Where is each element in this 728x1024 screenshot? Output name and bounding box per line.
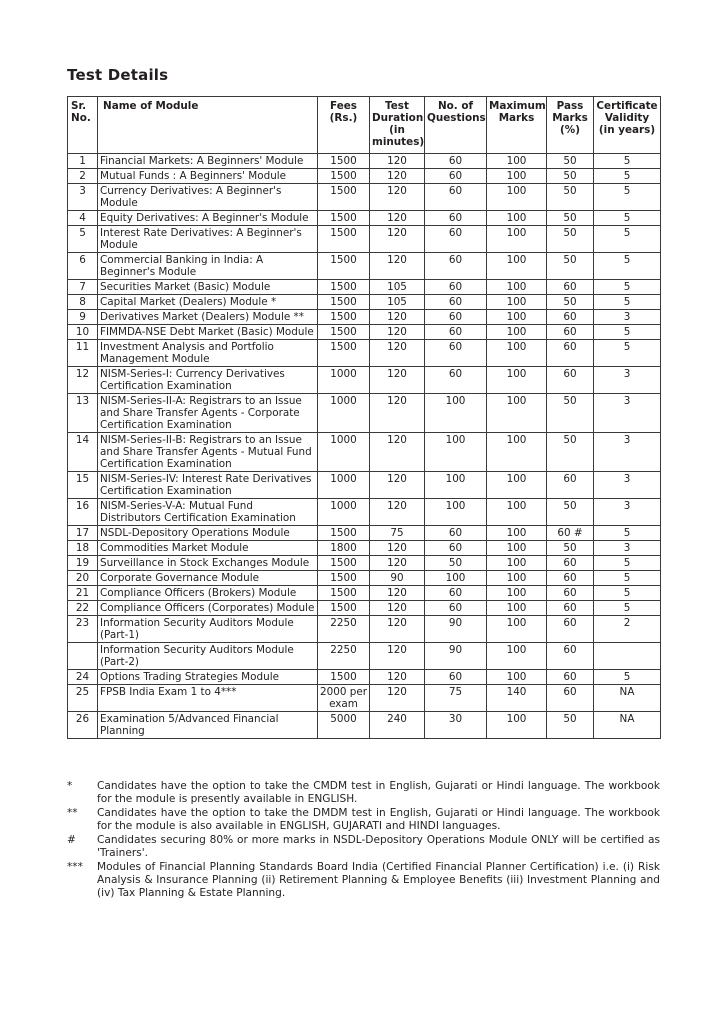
cell-sr-no: [68, 643, 98, 670]
cell-pass-marks: 60: [547, 310, 594, 325]
cell-sr-no: 12: [68, 367, 98, 394]
cell-max-marks: 100: [487, 526, 547, 541]
cell-cert-validity: 3: [594, 541, 661, 556]
cell-max-marks: 100: [487, 556, 547, 571]
cell-max-marks: 100: [487, 340, 547, 367]
cell-sr-no: 20: [68, 571, 98, 586]
cell-max-marks: 140: [487, 685, 547, 712]
cell-fees: 1500: [318, 280, 370, 295]
cell-sr-no: 5: [68, 226, 98, 253]
cell-pass-marks: 50: [547, 394, 594, 433]
cell-cert-validity: 5: [594, 253, 661, 280]
header-sr-no: Sr. No.: [68, 97, 98, 154]
cell-fees: 1500: [318, 295, 370, 310]
table-row: [68, 394, 661, 433]
cell-cert-validity: 5: [594, 340, 661, 367]
cell-sr-no: 24: [68, 670, 98, 685]
cell-pass-marks: 60: [547, 556, 594, 571]
cell-questions: 60: [425, 340, 487, 367]
cell-questions: 60: [425, 325, 487, 340]
footnote-text: Modules of Financial Planning Standards Board India (Certified Financial Planner Certification) i.e. (i) Risk Analysis & Insurance Planning (ii) Retirement Planning & Employee Benefits (iii) Investment Planning and (iv) Tax Planning & Estate Planning.: [97, 861, 660, 899]
cell-cert-validity: 3: [594, 472, 661, 499]
cell-max-marks: 100: [487, 541, 547, 556]
cell-sr-no: 6: [68, 253, 98, 280]
cell-cert-validity: NA: [594, 685, 661, 712]
footnote-text: Candidates have the option to take the DMDM test in English, Gujarati or Hindi language. The workbook for the module is also available in ENGLISH, GUJARATI and HINDI languages.: [97, 807, 660, 832]
cell-fees: 5000: [318, 712, 370, 739]
cell-duration: 120: [370, 184, 425, 211]
cell-pass-marks: 50: [547, 184, 594, 211]
cell-questions: 60: [425, 169, 487, 184]
cell-pass-marks: 60: [547, 616, 594, 643]
cell-fees: 1500: [318, 340, 370, 367]
cell-sr-no: 3: [68, 184, 98, 211]
cell-cert-validity: 5: [594, 526, 661, 541]
cell-questions: 90: [425, 643, 487, 670]
cell-module-name: FPSB India Exam 1 to 4***: [98, 685, 318, 712]
table-row: [68, 541, 661, 556]
footnote: [67, 834, 660, 860]
cell-questions: 60: [425, 670, 487, 685]
cell-questions: 60: [425, 367, 487, 394]
cell-questions: 30: [425, 712, 487, 739]
cell-fees: 1500: [318, 226, 370, 253]
footnotes: [67, 780, 660, 901]
cell-questions: 60: [425, 280, 487, 295]
cell-fees: 1000: [318, 499, 370, 526]
cell-module-name: Surveillance in Stock Exchanges Module: [98, 556, 318, 571]
cell-duration: 120: [370, 499, 425, 526]
cell-questions: 60: [425, 226, 487, 253]
cell-max-marks: 100: [487, 601, 547, 616]
cell-questions: 60: [425, 184, 487, 211]
cell-questions: 60: [425, 211, 487, 226]
cell-max-marks: 100: [487, 616, 547, 643]
footnote-mark: ***: [67, 861, 83, 873]
cell-max-marks: 100: [487, 712, 547, 739]
cell-duration: 75: [370, 526, 425, 541]
cell-sr-no: 9: [68, 310, 98, 325]
cell-sr-no: 16: [68, 499, 98, 526]
cell-pass-marks: 60: [547, 643, 594, 670]
cell-sr-no: 15: [68, 472, 98, 499]
header-questions: No. of Questions: [425, 97, 487, 154]
cell-questions: 100: [425, 499, 487, 526]
cell-pass-marks: 60: [547, 670, 594, 685]
cell-duration: 120: [370, 325, 425, 340]
cell-cert-validity: 3: [594, 394, 661, 433]
table-row: [68, 325, 661, 340]
table-row: [68, 340, 661, 367]
cell-questions: 100: [425, 571, 487, 586]
cell-duration: 105: [370, 295, 425, 310]
cell-max-marks: 100: [487, 586, 547, 601]
cell-cert-validity: 5: [594, 154, 661, 169]
cell-cert-validity: NA: [594, 712, 661, 739]
table-row: [68, 310, 661, 325]
cell-fees: 1500: [318, 169, 370, 184]
cell-pass-marks: 50: [547, 295, 594, 310]
cell-module-name: Mutual Funds : A Beginners' Module: [98, 169, 318, 184]
cell-duration: 240: [370, 712, 425, 739]
cell-max-marks: 100: [487, 433, 547, 472]
table-row: [68, 169, 661, 184]
cell-max-marks: 100: [487, 310, 547, 325]
table-row: [68, 571, 661, 586]
cell-pass-marks: 60: [547, 280, 594, 295]
cell-sr-no: 2: [68, 169, 98, 184]
cell-duration: 120: [370, 340, 425, 367]
cell-pass-marks: 60: [547, 340, 594, 367]
cell-pass-marks: 50: [547, 433, 594, 472]
cell-questions: 60: [425, 526, 487, 541]
cell-pass-marks: 50: [547, 211, 594, 226]
cell-max-marks: 100: [487, 325, 547, 340]
cell-module-name: NISM-Series-II-B: Registrars to an Issue and Share Transfer Agents - Mutual Fund Certification Examination: [98, 433, 318, 472]
table-row: [68, 685, 661, 712]
cell-fees: 1500: [318, 601, 370, 616]
header-fees: Fees (Rs.): [318, 97, 370, 154]
cell-cert-validity: 5: [594, 211, 661, 226]
cell-cert-validity: 3: [594, 310, 661, 325]
cell-duration: 105: [370, 280, 425, 295]
cell-max-marks: 100: [487, 253, 547, 280]
cell-duration: 120: [370, 586, 425, 601]
cell-questions: 90: [425, 616, 487, 643]
cell-duration: 120: [370, 394, 425, 433]
cell-duration: 120: [370, 367, 425, 394]
cell-cert-validity: 2: [594, 616, 661, 643]
cell-fees: 1500: [318, 211, 370, 226]
cell-cert-validity: 5: [594, 556, 661, 571]
cell-fees: 1500: [318, 253, 370, 280]
cell-cert-validity: [594, 643, 661, 670]
table-row: [68, 226, 661, 253]
cell-max-marks: 100: [487, 154, 547, 169]
cell-pass-marks: 50: [547, 253, 594, 280]
cell-cert-validity: 5: [594, 184, 661, 211]
table-row: [68, 526, 661, 541]
cell-pass-marks: 60 #: [547, 526, 594, 541]
table-row: [68, 295, 661, 310]
cell-module-name: Examination 5/Advanced Financial Planning: [98, 712, 318, 739]
cell-pass-marks: 50: [547, 712, 594, 739]
cell-cert-validity: 5: [594, 280, 661, 295]
cell-pass-marks: 60: [547, 586, 594, 601]
cell-questions: 60: [425, 295, 487, 310]
cell-questions: 75: [425, 685, 487, 712]
cell-module-name: Interest Rate Derivatives: A Beginner's Module: [98, 226, 318, 253]
cell-duration: 120: [370, 433, 425, 472]
table-row: [68, 616, 661, 643]
cell-duration: 120: [370, 685, 425, 712]
cell-module-name: Compliance Officers (Corporates) Module: [98, 601, 318, 616]
cell-questions: 60: [425, 310, 487, 325]
cell-fees: 1500: [318, 310, 370, 325]
cell-sr-no: 11: [68, 340, 98, 367]
cell-max-marks: 100: [487, 472, 547, 499]
cell-fees: 2000 per exam: [318, 685, 370, 712]
cell-module-name: Corporate Governance Module: [98, 571, 318, 586]
cell-duration: 120: [370, 472, 425, 499]
cell-module-name: Derivatives Market (Dealers) Module **: [98, 310, 318, 325]
cell-module-name: NISM-Series-V-A: Mutual Fund Distributors Certification Examination: [98, 499, 318, 526]
footnote-mark: **: [67, 807, 78, 819]
cell-cert-validity: 3: [594, 367, 661, 394]
cell-sr-no: 1: [68, 154, 98, 169]
cell-sr-no: 19: [68, 556, 98, 571]
footnote: [67, 780, 660, 806]
table-row: [68, 643, 661, 670]
cell-cert-validity: 5: [594, 601, 661, 616]
footnote-mark: *: [67, 780, 73, 792]
cell-pass-marks: 50: [547, 226, 594, 253]
cell-pass-marks: 50: [547, 169, 594, 184]
cell-max-marks: 100: [487, 643, 547, 670]
cell-fees: 1500: [318, 184, 370, 211]
cell-fees: 1000: [318, 433, 370, 472]
cell-module-name: Commercial Banking in India: A Beginner's Module: [98, 253, 318, 280]
table-row: [68, 253, 661, 280]
cell-max-marks: 100: [487, 211, 547, 226]
cell-module-name: NISM-Series-IV: Interest Rate Derivatives Certification Examination: [98, 472, 318, 499]
footnote-text: Candidates have the option to take the CMDM test in English, Gujarati or Hindi language. The workbook for the module is presently available in ENGLISH.: [97, 780, 660, 805]
cell-max-marks: 100: [487, 367, 547, 394]
cell-module-name: NISM-Series-II-A: Registrars to an Issue and Share Transfer Agents - Corporate Certification Examination: [98, 394, 318, 433]
table-row: [68, 712, 661, 739]
cell-pass-marks: 50: [547, 154, 594, 169]
cell-sr-no: 10: [68, 325, 98, 340]
table-row: [68, 556, 661, 571]
cell-cert-validity: 5: [594, 670, 661, 685]
cell-fees: 1500: [318, 526, 370, 541]
cell-sr-no: 26: [68, 712, 98, 739]
cell-max-marks: 100: [487, 571, 547, 586]
cell-fees: 1000: [318, 394, 370, 433]
cell-sr-no: 23: [68, 616, 98, 643]
cell-sr-no: 14: [68, 433, 98, 472]
cell-fees: 1500: [318, 556, 370, 571]
cell-cert-validity: 3: [594, 433, 661, 472]
cell-sr-no: 4: [68, 211, 98, 226]
header-cert-validity: Certificate Validity (in years): [594, 97, 661, 154]
cell-questions: 60: [425, 601, 487, 616]
table-row: [68, 154, 661, 169]
cell-module-name: Compliance Officers (Brokers) Module: [98, 586, 318, 601]
cell-cert-validity: 5: [594, 169, 661, 184]
cell-max-marks: 100: [487, 295, 547, 310]
cell-fees: 1500: [318, 586, 370, 601]
cell-duration: 120: [370, 670, 425, 685]
cell-duration: 120: [370, 601, 425, 616]
page-title: Test Details: [67, 66, 169, 84]
cell-max-marks: 100: [487, 169, 547, 184]
cell-pass-marks: 60: [547, 601, 594, 616]
table-row: [68, 433, 661, 472]
cell-max-marks: 100: [487, 394, 547, 433]
cell-module-name: NSDL-Depository Operations Module: [98, 526, 318, 541]
cell-module-name: Information Security Auditors Module (Part-1): [98, 616, 318, 643]
cell-module-name: Investment Analysis and Portfolio Management Module: [98, 340, 318, 367]
header-duration: Test Duration (in minutes): [370, 97, 425, 154]
cell-sr-no: 25: [68, 685, 98, 712]
cell-duration: 120: [370, 169, 425, 184]
cell-module-name: Financial Markets: A Beginners' Module: [98, 154, 318, 169]
cell-duration: 120: [370, 226, 425, 253]
cell-module-name: FIMMDA-NSE Debt Market (Basic) Module: [98, 325, 318, 340]
cell-sr-no: 18: [68, 541, 98, 556]
cell-questions: 60: [425, 541, 487, 556]
cell-questions: 50: [425, 556, 487, 571]
cell-cert-validity: 5: [594, 571, 661, 586]
cell-duration: 120: [370, 616, 425, 643]
cell-fees: 2250: [318, 643, 370, 670]
cell-sr-no: 8: [68, 295, 98, 310]
table-row: [68, 367, 661, 394]
cell-duration: 120: [370, 643, 425, 670]
footnote-text: Candidates securing 80% or more marks in NSDL-Depository Operations Module ONLY will be certified as 'Trainers'.: [97, 834, 660, 859]
cell-module-name: Equity Derivatives: A Beginner's Module: [98, 211, 318, 226]
cell-duration: 120: [370, 211, 425, 226]
table-row: [68, 499, 661, 526]
cell-cert-validity: 3: [594, 499, 661, 526]
cell-cert-validity: 5: [594, 586, 661, 601]
cell-questions: 100: [425, 472, 487, 499]
cell-pass-marks: 60: [547, 472, 594, 499]
cell-module-name: Options Trading Strategies Module: [98, 670, 318, 685]
cell-sr-no: 13: [68, 394, 98, 433]
cell-module-name: Information Security Auditors Module (Part-2): [98, 643, 318, 670]
table-row: [68, 472, 661, 499]
cell-sr-no: 22: [68, 601, 98, 616]
cell-fees: 1800: [318, 541, 370, 556]
cell-duration: 120: [370, 310, 425, 325]
cell-max-marks: 100: [487, 670, 547, 685]
cell-max-marks: 100: [487, 280, 547, 295]
table-row: [68, 280, 661, 295]
cell-fees: 2250: [318, 616, 370, 643]
cell-questions: 100: [425, 394, 487, 433]
cell-duration: 120: [370, 154, 425, 169]
cell-module-name: Commodities Market Module: [98, 541, 318, 556]
cell-fees: 1000: [318, 367, 370, 394]
cell-pass-marks: 60: [547, 325, 594, 340]
cell-pass-marks: 50: [547, 541, 594, 556]
cell-duration: 120: [370, 253, 425, 280]
cell-fees: 1000: [318, 472, 370, 499]
footnote: [67, 807, 660, 833]
table-row: [68, 211, 661, 226]
cell-module-name: NISM-Series-I: Currency Derivatives Certification Examination: [98, 367, 318, 394]
table-header-row: [68, 97, 661, 154]
cell-fees: 1500: [318, 670, 370, 685]
cell-module-name: Currency Derivatives: A Beginner's Module: [98, 184, 318, 211]
cell-pass-marks: 60: [547, 367, 594, 394]
test-details-table: [67, 96, 661, 739]
cell-sr-no: 7: [68, 280, 98, 295]
cell-max-marks: 100: [487, 184, 547, 211]
table-row: [68, 184, 661, 211]
cell-fees: 1500: [318, 325, 370, 340]
cell-fees: 1500: [318, 154, 370, 169]
cell-sr-no: 17: [68, 526, 98, 541]
cell-cert-validity: 5: [594, 226, 661, 253]
cell-sr-no: 21: [68, 586, 98, 601]
header-module-name: Name of Module: [98, 97, 318, 154]
cell-questions: 100: [425, 433, 487, 472]
cell-questions: 60: [425, 253, 487, 280]
cell-module-name: Securities Market (Basic) Module: [98, 280, 318, 295]
table-row: [68, 670, 661, 685]
cell-questions: 60: [425, 586, 487, 601]
cell-duration: 90: [370, 571, 425, 586]
table-row: [68, 601, 661, 616]
footnote: [67, 861, 660, 900]
cell-max-marks: 100: [487, 226, 547, 253]
cell-cert-validity: 5: [594, 295, 661, 310]
cell-questions: 60: [425, 154, 487, 169]
cell-cert-validity: 5: [594, 325, 661, 340]
cell-pass-marks: 60: [547, 571, 594, 586]
footnote-mark: #: [67, 834, 76, 846]
cell-duration: 120: [370, 556, 425, 571]
cell-pass-marks: 50: [547, 499, 594, 526]
header-max-marks: Maximum Marks: [487, 97, 547, 154]
table-row: [68, 586, 661, 601]
cell-pass-marks: 60: [547, 685, 594, 712]
cell-module-name: Capital Market (Dealers) Module *: [98, 295, 318, 310]
cell-fees: 1500: [318, 571, 370, 586]
cell-max-marks: 100: [487, 499, 547, 526]
cell-duration: 120: [370, 541, 425, 556]
header-pass-marks: Pass Marks (%): [547, 97, 594, 154]
